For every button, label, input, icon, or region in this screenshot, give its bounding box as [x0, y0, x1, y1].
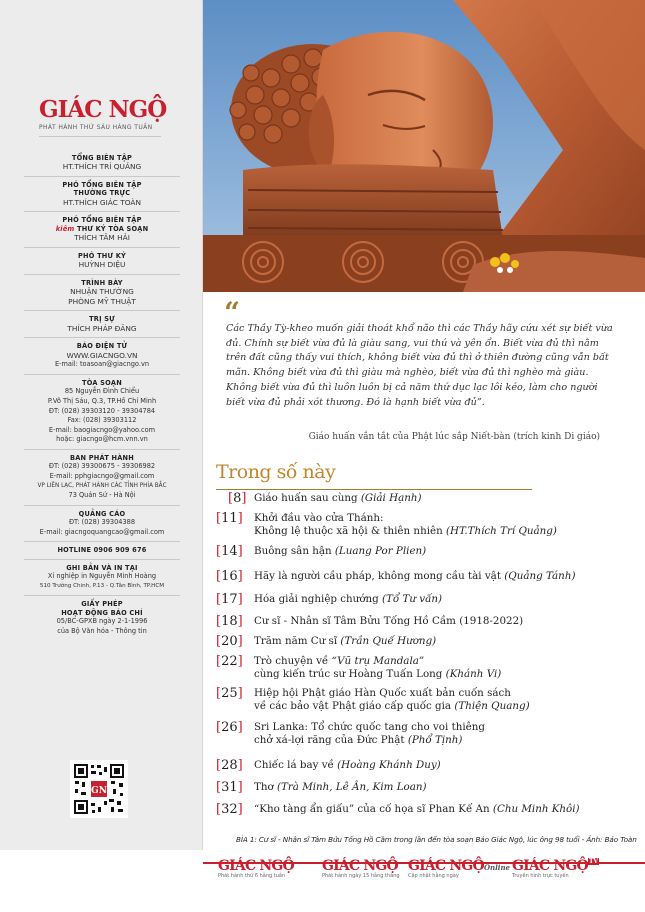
brand-name: GIÁC NGỘ	[322, 858, 398, 874]
masthead-credits	[24, 154, 180, 644]
brand-weekly[interactable]: GIÁC NGỘ Phát hành thứ 6 hằng tuần	[218, 858, 294, 879]
brand-name: GIÁC NGỘ	[218, 858, 294, 874]
credit-deputy-editor: PHÓ TỔNG BIÊN TẬP THƯỜNG TRỰC HT.THÍCH GIÁC TOÀN	[24, 181, 180, 212]
toc-item[interactable]: [17] Hóa giải nghiệp chướng (Tổ Tư vấn)	[216, 592, 443, 607]
buddha-statue-image	[203, 0, 645, 292]
quote-attribution: Giáo huấn vắn tắt của Phật lúc sắp Niết-bàn (trích kinh Di giáo)	[308, 432, 600, 442]
toc-item[interactable]: [18] Cư sĩ - Nhân sĩ Tâm Bửu Tống Hồ Cầm (1918-2022)	[216, 614, 524, 629]
toc-item[interactable]: [14] Buông sân hận (Luang Por Plien)	[216, 544, 427, 559]
brand-name: GIÁC NGỘ	[408, 858, 484, 874]
credit-office: TÒA SOẠN 85 Nguyễn Đình Chiểu P.Võ Thị Sáu, Q.3, TP.Hồ Chí Minh ĐT: (028) 39303120 - 39304784 Fax: (028) 39303112 E-mail: baogiacngo@yahoo.com hoặc: giacngo@hcm.vnn.vn	[24, 379, 180, 450]
credit-distribution: BAN PHÁT HÀNH ĐT: (028) 39300675 - 39306982 E-mail: pphgiacngo@gmail.com VP LIÊN LẠC, PHÁT HÀNH CÁC TỈNH PHÍA BẮC 73 Quán Sứ - Hà Nội	[24, 454, 180, 506]
qr-code[interactable]	[70, 760, 128, 818]
qr-code-icon	[73, 763, 125, 815]
credit-online: BÁO ĐIỆN TỬ WWW.GIACNGO.VN E-mail: toasoan@giacngo.vn	[24, 342, 180, 375]
cover-caption: BÌA 1: Cư sĩ - Nhân sĩ Tâm Bửu Tống Hồ Cầm trong lần đến tòa soạn Báo Giác Ngộ, lúc ông 98 tuổi - Ảnh: Bảo Toàn	[236, 835, 637, 844]
toc-item[interactable]: [28] Chiếc lá bay về (Hoàng Khánh Duy)	[216, 758, 441, 773]
credit-deputy-secretary: PHÓ TỔNG BIÊN TẬP kiêm THƯ KÝ TÒA SOẠN THÍCH TÂM HẢI	[24, 216, 180, 247]
toc-item[interactable]: [31] Thơ (Trà Minh, Lê Ân, Kim Loan)	[216, 780, 427, 795]
toc-item[interactable]: [20] Trăm năm Cư sĩ (Trần Quế Hương)	[216, 634, 437, 649]
masthead-logo: GIÁC NGỘ	[39, 96, 167, 123]
brand-name: GIÁC NGỘ	[512, 858, 588, 874]
toc-item[interactable]: [11] Khởi đầu vào cửa Thánh: Không lệ thuộc xã hội & thiên nhiên (HT.Thích Trí Quảng)	[216, 511, 557, 537]
divider	[216, 489, 532, 490]
divider	[39, 136, 161, 137]
credit-layout: TRÌNH BÀY NHUẬN THƯỜNG PHÒNG MỸ THUẬT	[24, 279, 180, 312]
brand-tv[interactable]: GIÁC NGỘ$^{TV}$ Truyền hình trực tuyến	[512, 858, 599, 879]
qr-label: GN	[91, 786, 107, 796]
credit-management: TRỊ SỰ THÍCH PHÁP ĐĂNG	[24, 315, 180, 338]
masthead-sidebar	[0, 0, 203, 850]
credit-advertising: QUẢNG CÁO ĐT: (028) 39304388 E-mail: giacngoquangcao@gmail.com	[24, 510, 180, 543]
opening-quote: Các Thầy Tỳ-kheo muốn giải thoát khổ não thì các Thầy hãy cứu xét sự biết vừa đủ. Chính sự biết vừa đủ là giàu sang, vui thú và yên ổn. Biết vừa đủ thì nằm trên đất cũng thấy vui thích, không biết vừa đủ thì ở thiên đường cũng vẫn bất mãn. Không biết vừa đủ thì giàu mà nghèo, biết vừa đủ thì nghèo mà giàu. Không biết vừa đủ thì luôn luôn bị cả năm thứ dục lạc lôi kéo, làm cho người biết vừa đủ phải xót thương. Đó là hạnh biết vừa đủ”.	[226, 323, 613, 408]
brand-online[interactable]: GIÁC NGỘOnline Cập nhật hằng ngày	[408, 858, 510, 879]
toc-item[interactable]: [25] Hiệp hội Phật giáo Hàn Quốc xuất bản cuốn sách về các bảo vật Phật giáo cấp quốc gia (Thiện Quang)	[216, 686, 530, 712]
toc-item[interactable]: [22] Trò chuyện về “Vũ trụ Mandala” cùng kiến trúc sư Hoàng Tuấn Long (Khánh Vi)	[216, 654, 502, 680]
credit-editor-in-chief: TỔNG BIÊN TẬP HT.THÍCH TRÍ QUẢNG	[24, 154, 180, 177]
credit-assistant-secretary: PHÓ THƯ KÝ HUỲNH DIỆU	[24, 252, 180, 275]
toc-item[interactable]: [8] Giáo huấn sau cùng (Giải Hạnh)	[228, 491, 422, 506]
cover-photo-reclining-buddha	[203, 0, 645, 292]
credit-printer: GHI BẢN VÀ IN TẠI Xí nghiệp in Nguyễn Minh Hoàng 510 Trường Chinh, P.13 - Q.Tân Bình, TP.HCM	[24, 564, 180, 597]
credit-hotline: HOTLINE 0906 909 676	[24, 546, 180, 559]
quote-mark-icon: “	[224, 296, 241, 329]
masthead-tagline: PHÁT HÀNH THỨ SÁU HÀNG TUẦN	[39, 124, 153, 131]
credit-license: GIẤY PHÉP HOẠT ĐỘNG BÁO CHÍ 05/BC-GPXB ngày 2-1-1996 của Bộ Văn hóa - Thông tin	[56, 600, 148, 635]
toc-item[interactable]: [26] Sri Lanka: Tổ chức quốc tang cho voi thiêng chở xá-lợi răng của Đức Phật (Phổ Tịnh)	[216, 720, 485, 746]
toc-item[interactable]: [16] Hãy là người cầu pháp, không mong cầu tài vật (Quảng Tánh)	[216, 569, 576, 584]
contents-heading: Trong số này	[216, 461, 336, 483]
toc-item[interactable]: [32] “Kho tàng ẩn giấu” của cố họa sĩ Phan Kế An (Chu Minh Khôi)	[216, 802, 580, 817]
brand-monthly[interactable]: GIÁC NGỘ Phát hành ngày 15 hằng tháng	[322, 858, 400, 879]
